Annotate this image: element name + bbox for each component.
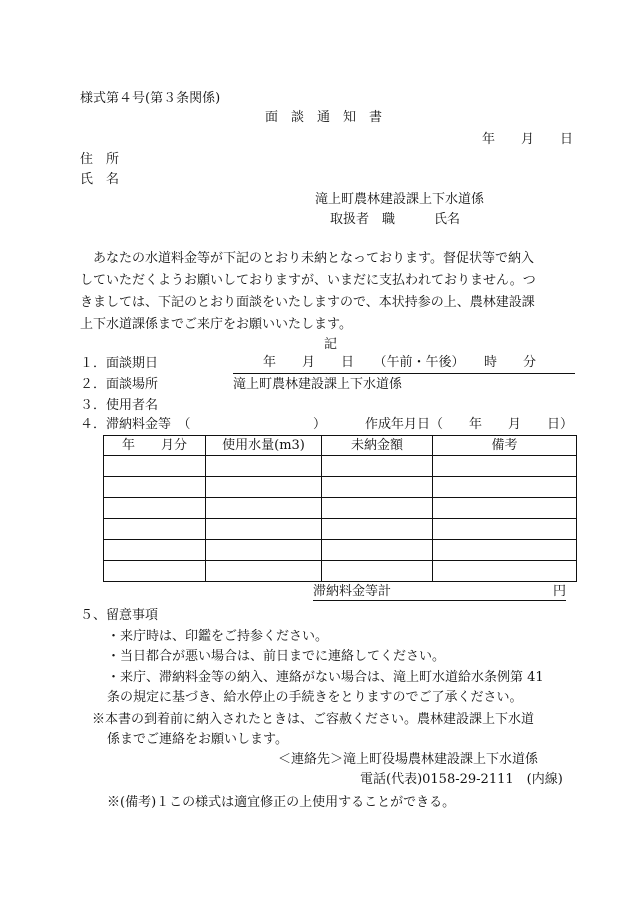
table-cell [322, 498, 433, 519]
item-3-label: ３．使用者名 [80, 398, 159, 413]
item-1-label: １．面談期日 [80, 356, 159, 371]
item-2-label: ２．面談場所 [80, 377, 159, 392]
table-row [104, 540, 577, 561]
meeting-datetime: 年 月 日 （午前・午後） 時 分 [263, 355, 537, 370]
col-header-remarks: 備考 [433, 436, 577, 456]
table-cell [206, 456, 322, 477]
table-row [104, 561, 577, 582]
contact-line-1: ＜連絡先＞滝上町役場農林建設課上下水道係 [278, 752, 539, 767]
body-line: きましては、下記のとおり面談をいたしますので、本状持参の上、農林建設課 [80, 295, 535, 310]
created-date: 作成年月日（ 年 月 日） [365, 417, 574, 432]
date-line: 年 月 日 [482, 132, 574, 147]
item-2-value: 滝上町農林建設課上下水道係 [233, 377, 403, 392]
table-cell [433, 561, 577, 582]
table-cell [322, 456, 433, 477]
table-cell [206, 498, 322, 519]
col-header-month: 年 月分 [104, 436, 206, 456]
arrears-table [103, 435, 577, 582]
table-cell [104, 540, 206, 561]
note-1: ・来庁時は、印鑑をご持参ください。 [107, 629, 329, 644]
col-header-unpaid: 未納金額 [322, 436, 433, 456]
note-4-line-1: ※本書の到着前に納入されたときは、ご容赦ください。農林建設課上下水道 [92, 712, 535, 727]
note-2: ・当日都合が悪い場合は、前日までに連絡してください。 [107, 649, 446, 664]
table-cell [104, 519, 206, 540]
table-cell [206, 540, 322, 561]
issuer: 滝上町農林建設課上下水道係 [315, 192, 485, 207]
table-cell [104, 498, 206, 519]
table-cell [322, 477, 433, 498]
table-row [104, 519, 577, 540]
item-1-value [233, 353, 575, 374]
table-cell [433, 519, 577, 540]
ki-heading: 記 [324, 337, 338, 352]
table-cell [433, 456, 577, 477]
table-cell [104, 456, 206, 477]
body-line: していただくようお願いしておりますが、いまだに支払われておりません。つ [80, 273, 536, 288]
contact-line-2: 電話(代表)0158-29-2111 (内線) [360, 772, 563, 787]
item-4-paren-close: ） [313, 417, 327, 432]
table-cell [322, 519, 433, 540]
table-cell [433, 498, 577, 519]
address-label: 住 所 [80, 152, 120, 167]
table-cell [104, 477, 206, 498]
table-cell [322, 540, 433, 561]
note-4-line-2: 係までご連絡をお願いします。 [107, 732, 288, 747]
table-cell [433, 540, 577, 561]
table-cell [104, 561, 206, 582]
table-cell [206, 477, 322, 498]
handler-label: 取扱者 職 氏名 [330, 212, 461, 227]
total-row [313, 584, 566, 601]
col-header-usage: 使用水量(m3) [206, 436, 322, 456]
notes-heading: ５、留意事項 [80, 608, 159, 623]
table-row [104, 477, 577, 498]
body-line: 上下水道課係までご来庁をお願いいたします。 [80, 317, 352, 332]
table-cell [206, 561, 322, 582]
total-label: 滞納料金等計 [313, 584, 392, 599]
table-cell [433, 477, 577, 498]
form-number: 様式第４号(第３条関係) [80, 91, 221, 106]
document-title: 面 談 通 知 書 [265, 110, 383, 125]
remark: ※(備考)１この様式は適宜修正の上使用することができる。 [107, 795, 456, 810]
item-4-label: ４．滞納料金等 （ [80, 417, 191, 432]
table-cell [322, 561, 433, 582]
table-header-row [104, 436, 577, 456]
note-3-line-2: 条の規定に基づき、給水停止の手続きをとりますのでご了承ください。 [107, 690, 523, 705]
table-cell [206, 519, 322, 540]
note-3-line-1: ・来庁、滞納料金等の納入、連絡がない場合は、滝上町水道給水条例第 41 [107, 670, 544, 685]
body-paragraph [80, 248, 580, 336]
table-row [104, 498, 577, 519]
body-line: あなたの水道料金等が下記のとおり未納となっております。督促状等で納入 [93, 251, 534, 266]
table-row [104, 456, 577, 477]
name-label: 氏 名 [80, 172, 120, 187]
total-unit: 円 [552, 584, 566, 599]
